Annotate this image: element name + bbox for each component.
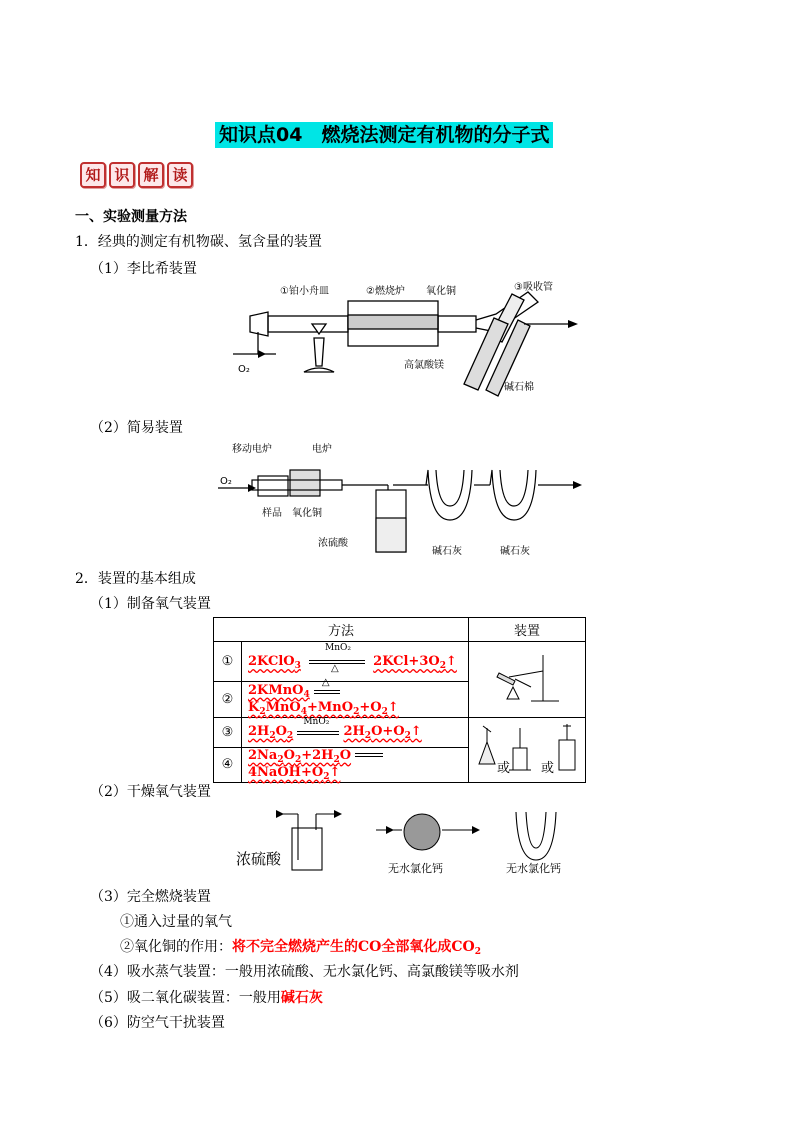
equation-4: $2Na_2O_2+2H_2O$ $4NaOH+O_2↑$ bbox=[242, 747, 469, 782]
item-2: 2．装置的基本组成 bbox=[75, 571, 196, 587]
item-2-4: （4）吸水蒸气装置：一般用浓硫酸、无水氯化钙、高氯酸镁等吸水剂 bbox=[90, 964, 519, 980]
drying-apparatus-diagram bbox=[236, 800, 586, 880]
row-num: ③ bbox=[214, 717, 242, 747]
oxygen-prep-table bbox=[213, 617, 586, 783]
row-num: ① bbox=[214, 642, 242, 682]
item-2-5 bbox=[90, 987, 323, 1007]
badge-char: 解 bbox=[138, 162, 164, 188]
label-soda-lime-2: 碱石灰 bbox=[500, 546, 530, 557]
item-2-3: （3）完全燃烧装置 bbox=[90, 889, 211, 905]
item-2-6: （6）防空气干扰装置 bbox=[90, 1015, 225, 1031]
item-1-1: （1）李比希装置 bbox=[90, 261, 197, 277]
item-2-1: （1）制备氧气装置 bbox=[90, 596, 211, 612]
header-method: 方法 bbox=[214, 618, 469, 642]
item-prefix: （5）吸二氧化碳装置：一般用 bbox=[90, 990, 281, 1006]
equation-3: $2H_2O_2$ MnO₂ $2H_2O+O_2↑$ bbox=[242, 717, 469, 747]
badge-char: 读 bbox=[167, 162, 193, 188]
label-soda-lime-1: 碱石灰 bbox=[432, 546, 462, 557]
item-2-2: （2）干燥氧气装置 bbox=[90, 784, 211, 800]
device-cell-heating bbox=[469, 642, 586, 718]
condition: △ bbox=[321, 677, 330, 688]
label-o2: O₂ bbox=[220, 476, 232, 487]
item-2-3b: ②氧化铜的作用：将不完全燃烧产生的CO全部氧化成$CO_2$ bbox=[120, 939, 481, 957]
header-device: 装置 bbox=[469, 618, 586, 642]
label-o2: O₂ bbox=[238, 364, 250, 375]
label-soda-asbestos: 碱石棉 bbox=[504, 382, 534, 393]
liebig-apparatus-diagram bbox=[228, 276, 588, 406]
or-label: 或 bbox=[497, 760, 511, 776]
label-conc-h2so4: 浓硫酸 bbox=[236, 850, 282, 868]
label-anhydrous-cacl2: 无水氯化钙 bbox=[506, 862, 561, 875]
simple-apparatus-diagram bbox=[218, 440, 588, 558]
label-electric-furnace: 电炉 bbox=[312, 444, 332, 455]
label-conc-h2so4: 浓硫酸 bbox=[318, 538, 348, 549]
item-1: 1．经典的测定有机物碳、氢含量的装置 bbox=[75, 234, 322, 250]
knowledge-badges bbox=[80, 162, 193, 188]
label-mg-perchlorate: 高氯酸镁 bbox=[404, 360, 444, 371]
item-prefix: ②氧化铜的作用： bbox=[120, 939, 232, 955]
liquid-generator-icons bbox=[469, 718, 585, 778]
item-2-3a: ①通入过量的氧气 bbox=[120, 914, 232, 930]
device-cell-liquid bbox=[469, 717, 586, 782]
equation-2: 2KMnO$_4$ △ $K_2MnO_4+MnO_2+O_2↑$ bbox=[242, 682, 469, 718]
item-1-2: （2）简易装置 bbox=[90, 420, 183, 436]
label-furnace: ②燃烧炉 bbox=[366, 286, 405, 297]
label-cuo: 氧化铜 bbox=[426, 286, 456, 297]
label-cuo: 氧化铜 bbox=[292, 508, 322, 519]
condition: △ bbox=[331, 662, 339, 674]
catalyst: MnO₂ bbox=[303, 717, 330, 728]
equation-1: 2KClO$_3$ MnO₂ △ $2KCl+3O_2↑$ bbox=[242, 642, 469, 682]
catalyst: MnO₂ bbox=[325, 642, 352, 653]
or-label: 或 bbox=[541, 760, 555, 776]
answer-text: 将不完全燃烧产生的CO全部氧化成CO bbox=[232, 939, 475, 955]
label-absorption-tube: ③吸收管 bbox=[514, 282, 553, 293]
page-title: 知识点04 燃烧法测定有机物的分子式 bbox=[215, 122, 553, 148]
answer-text: 碱石灰 bbox=[280, 990, 323, 1006]
heating-apparatus-icon bbox=[469, 647, 585, 707]
row-num: ④ bbox=[214, 747, 242, 782]
badge-char: 知 bbox=[80, 162, 106, 188]
section-heading: 一、实验测量方法 bbox=[75, 209, 187, 225]
label-boat: ①铂小舟皿 bbox=[280, 286, 329, 297]
label-sample: 样品 bbox=[262, 508, 282, 519]
row-num: ② bbox=[214, 682, 242, 718]
label-anhydrous-cacl2: 无水氯化钙 bbox=[388, 862, 443, 875]
label-mobile-furnace: 移动电炉 bbox=[232, 444, 272, 455]
badge-char: 识 bbox=[109, 162, 135, 188]
